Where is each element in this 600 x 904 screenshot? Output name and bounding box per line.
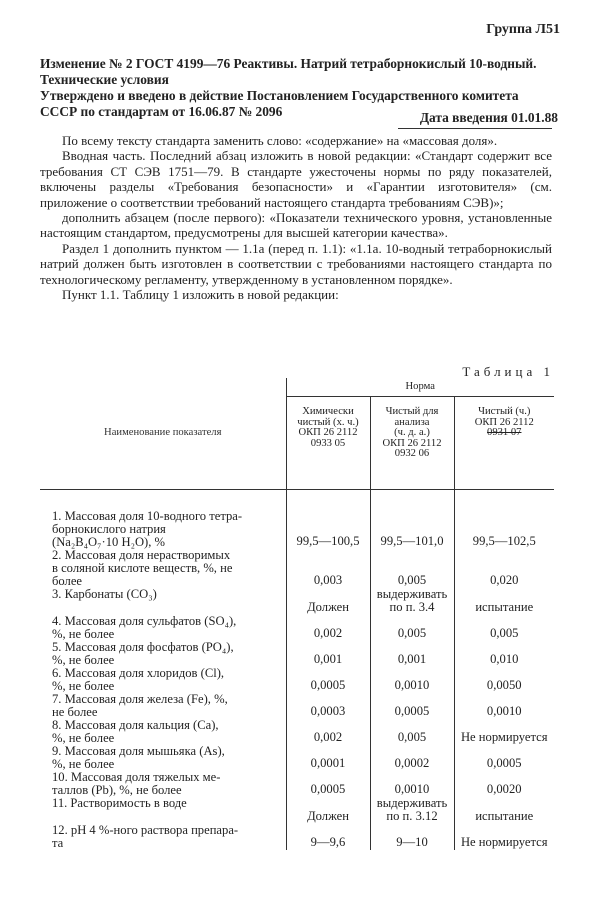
header-line: чистый (х. ч.): [297, 416, 359, 428]
indicator-name: [40, 490, 286, 550]
table-row: [40, 549, 554, 588]
indicator-name-line: 12. pH 4 %-ного раствора препара-: [52, 823, 239, 837]
heading-line: СССР по стандартам от 16.06.87 № 2096: [40, 104, 283, 119]
norm-value: 0,005: [370, 549, 454, 588]
norm-value: 9—10: [370, 824, 454, 850]
norm-value: 99,5—100,5: [286, 490, 370, 550]
effective-date: Дата введения 01.01.88: [419, 110, 558, 125]
heading-line: Утверждено и введено в действие Постановлением Государственного комитета: [40, 88, 519, 103]
header-line: Чистый для: [385, 406, 439, 417]
norm-value: 0,020: [454, 549, 554, 588]
indicator-name-line: 11. Растворимость в воде: [52, 796, 187, 810]
indicator-name-line: %, не более: [52, 679, 115, 693]
indicator-name-line: (Na₂B₄O₇·10 H₂O), %: [52, 535, 166, 549]
indicator-name: [40, 824, 286, 850]
document-body: [40, 133, 552, 302]
indicator-name: [40, 719, 286, 745]
norm-value: Должен: [286, 797, 370, 824]
indicator-name-line: не более: [52, 705, 98, 719]
header-line: ОКП 26 2112: [382, 437, 442, 449]
table-row: [40, 588, 554, 615]
indicator-name: [40, 693, 286, 719]
norms-table: [40, 378, 554, 850]
header-line: 0932 06: [394, 448, 430, 459]
indicator-name-line: в соляной кислоте веществ, %, не: [52, 561, 233, 575]
heading-line: Изменение № 2 ГОСТ 4199—76 Реактивы. Натрий тетраборнокислый 10-водный.: [40, 56, 537, 71]
norm-value: 0,002: [286, 719, 370, 745]
paragraph: По всему тексту стандарта заменить слово: «содержание» на «массовая доля».: [62, 133, 498, 148]
indicator-name-line: таллов (Pb), %, не более: [52, 783, 182, 797]
header-line: Химически: [302, 406, 354, 417]
norm-value: 0,001: [370, 641, 454, 667]
paragraph: Пункт 1.1. Таблицу 1 изложить в новой редакции:: [62, 287, 339, 303]
header-line: (ч. д. а.): [394, 427, 430, 438]
indicator-name-line: %, не более: [52, 731, 115, 745]
norm-value: Должен: [286, 588, 370, 615]
norm-value: 0,001: [286, 641, 370, 667]
norm-value: 0,002: [286, 615, 370, 641]
indicator-name-line: 4. Массовая доля сульфатов (SO₄),: [52, 614, 237, 628]
paragraph: Вводная часть. Последний абзац изложить в новой редакции: «Стандарт содержит все требования СТ СЭВ 1751—79. В стандарте ужесточены нормы по ряду показателей, включены разделы «Требования безопасности» и «Гарантии изготовителя» (см. приложение о соответствии требований настоящего стандарта требованиям СЭВ)»;: [40, 148, 552, 210]
table-caption: Таблица 1: [462, 364, 554, 379]
header-line: анализа: [394, 416, 430, 428]
indicator-name-line: %, не более: [52, 757, 115, 771]
header-line: ОКП 26 2112: [474, 416, 534, 428]
norm-value: 0,0010: [370, 771, 454, 797]
norm-value: 0,010: [454, 641, 554, 667]
indicator-name: [40, 797, 286, 824]
indicator-name-line: 1. Массовая доля 10-водного тетра-: [52, 509, 243, 523]
indicator-name-line: 5. Массовая доля фосфатов (PO₄),: [52, 640, 234, 654]
indicator-name: [40, 745, 286, 771]
header-grade-analytical: [370, 397, 454, 490]
header-grade-chemically-pure: [286, 397, 370, 490]
norm-value: 0,0010: [370, 667, 454, 693]
heading-line: Технические условия: [40, 72, 169, 87]
table-row: [40, 745, 554, 771]
indicator-name-line: 3. Карбонаты (CO₃): [52, 587, 157, 601]
header-line: 0931 07: [487, 427, 522, 438]
norm-value: выдерживать по п. 3.12: [370, 797, 454, 824]
indicator-name-line: 7. Массовая доля железа (Fe), %,: [52, 692, 228, 706]
paragraph: Раздел 1 дополнить пунктом — 1.1а (перед п. 1.1): «1.1а. 10-водный тетраборнокислый натрий должен быть изготовлен в соответствии с требованиями настоящего стандарта по технологическому регламенту, утвержденному в установленном порядке».: [40, 240, 552, 287]
header-grade-pure: [454, 397, 554, 490]
indicator-name: [40, 771, 286, 797]
norm-value: Не нормируется: [454, 824, 554, 850]
norm-value: 0,0003: [286, 693, 370, 719]
indicator-name: [40, 615, 286, 641]
norm-value: 0,005: [370, 615, 454, 641]
table-row: [40, 490, 554, 550]
indicator-name: [40, 588, 286, 615]
header-norm: Норма: [286, 378, 554, 397]
norm-value: Не нормируется: [454, 719, 554, 745]
date-underline: [398, 128, 552, 129]
indicator-name-line: 2. Массовая доля нерастворимых: [52, 548, 231, 562]
group-code: Группа Л51: [486, 22, 560, 37]
indicator-name-line: борнокислого натрия: [52, 522, 166, 536]
table-body: [40, 490, 554, 851]
header-line: ОКП 26 2112: [298, 427, 358, 438]
indicator-name-line: 8. Массовая доля кальция (Ca),: [52, 718, 219, 732]
norm-value: 99,5—101,0: [370, 490, 454, 550]
table-row: [40, 797, 554, 824]
norm-value: 0,005: [454, 615, 554, 641]
indicator-name: [40, 549, 286, 588]
header-line: 0933 05: [310, 437, 346, 449]
norm-value: испытание: [454, 588, 554, 615]
indicator-name-line: %, не более: [52, 653, 115, 667]
indicator-name-line: более: [52, 574, 83, 588]
table-row: [40, 824, 554, 850]
indicator-name: [40, 667, 286, 693]
indicator-name-line: 6. Массовая доля хлоридов (Cl),: [52, 666, 225, 680]
norm-value: 0,0002: [370, 745, 454, 771]
norm-value: 0,0005: [370, 693, 454, 719]
indicator-name-line: %, не более: [52, 627, 115, 641]
indicator-name-line: 10. Массовая доля тяжелых ме-: [52, 770, 221, 784]
norm-value: выдерживать по п. 3.4: [370, 588, 454, 615]
norm-value: 0,0005: [286, 667, 370, 693]
norm-value: 0,003: [286, 549, 370, 588]
norm-value: 0,0020: [454, 771, 554, 797]
header-line: Чистый (ч.): [478, 406, 531, 417]
norm-value: 9—9,6: [286, 824, 370, 850]
indicator-name-line: та: [52, 836, 64, 850]
header-indicator: Наименование показателя: [40, 378, 286, 490]
table-row: [40, 641, 554, 667]
norm-value: 0,0010: [454, 693, 554, 719]
norm-value: 99,5—102,5: [454, 490, 554, 550]
table-row: [40, 667, 554, 693]
norm-value: испытание: [454, 797, 554, 824]
paragraph: дополнить абзацем (после первого): «Показатели технического уровня, установленные настоящим стандартом, предусмотрены для высшей категории качества».: [40, 210, 552, 241]
table-row: [40, 693, 554, 719]
indicator-name: [40, 641, 286, 667]
table-row: [40, 771, 554, 797]
norm-value: 0,0005: [454, 745, 554, 771]
table-row: [40, 719, 554, 745]
norm-value: 0,005: [370, 719, 454, 745]
norm-value: 0,0005: [286, 771, 370, 797]
indicator-name-line: 9. Массовая доля мышьяка (As),: [52, 744, 225, 758]
norm-value: 0,0050: [454, 667, 554, 693]
table-row: [40, 615, 554, 641]
norm-value: 0,0001: [286, 745, 370, 771]
